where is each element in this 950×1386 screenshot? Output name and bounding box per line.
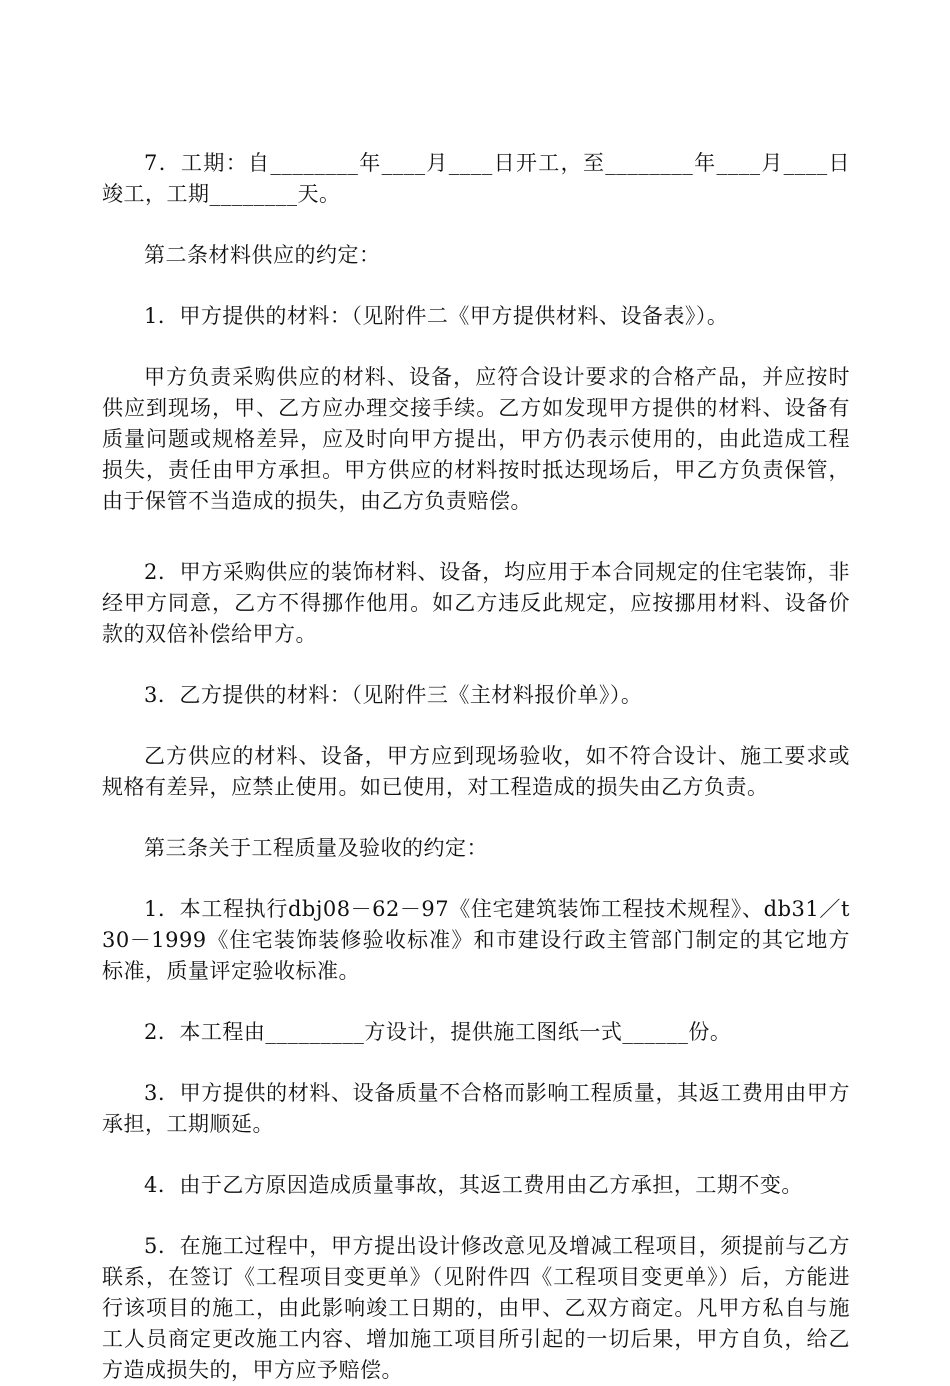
article-3-heading: 第三条关于工程质量及验收的约定： (144, 836, 488, 860)
clause-3-1-standards: 1．本工程执行dbj08－62－97《住宅建筑装饰工程技术规程》、db31／t30－1999《住宅装饰装修验收标准》和市建设行政主管部门制定的其它地方标准，质量评定验收标准。 (102, 897, 850, 983)
clause-2-2-material-usage: 2．甲方采购供应的装饰材料、设备，均应用于本合同规定的住宅装饰，非经甲方同意，乙方不得挪作他用。如乙方违反此规定，应按挪用材料、设备价款的双倍补偿给甲方。 (102, 560, 850, 646)
contract-page (102, 148, 850, 1386)
clause-7-schedule: 7．工期：自________年____月____日开工，至________年____月____日竣工，工期________天。 (102, 151, 850, 206)
clause-3-4-party-b-quality: 4．由于乙方原因造成质量事故，其返工费用由乙方承担，工期不变。 (144, 1173, 803, 1197)
clause-2-3-party-b-materials: 3．乙方提供的材料：（见附件三《主材料报价单》）。 (144, 683, 643, 707)
party-b-supply-paragraph: 乙方供应的材料、设备，甲方应到现场验收，如不符合设计、施工要求或规格有差异，应禁止使用。如已使用，对工程造成的损失由乙方负责。 (102, 744, 850, 799)
clause-3-3-party-a-quality: 3．甲方提供的材料、设备质量不合格而影响工程质量，其返工费用由甲方承担，工期顺延。 (102, 1081, 850, 1136)
clause-2-1-party-a-materials: 1．甲方提供的材料：（见附件二《甲方提供材料、设备表》）。 (144, 304, 729, 328)
clause-3-2-design: 2．本工程由_________方设计，提供施工图纸一式______份。 (144, 1020, 732, 1044)
party-a-supply-paragraph: 甲方负责采购供应的材料、设备，应符合设计要求的合格产品，并应按时供应到现场，甲、乙方应办理交接手续。乙方如发现甲方提供的材料、设备有质量问题或规格差异，应及时向甲方提出，甲方仍表示使用的，由此造成工程损失，责任由甲方承担。甲方供应的材料按时抵达现场后，甲乙方负责保管，由于保管不当造成的损失，由乙方负责赔偿。 (102, 365, 850, 513)
article-2-heading: 第二条材料供应的约定： (144, 243, 381, 267)
clause-3-5-design-changes: 5．在施工过程中，甲方提出设计修改意见及增减工程项目，须提前与乙方联系，在签订《工程项目变更单》（见附件四《工程项目变更单》）后，方能进行该项目的施工，由此影响竣工日期的，由甲、乙双方商定。凡甲方私自与施工人员商定更改施工内容、增加施工项目所引起的一切后果，甲方自负，给乙方造成损失的，甲方应予赔偿。 (102, 1234, 850, 1382)
